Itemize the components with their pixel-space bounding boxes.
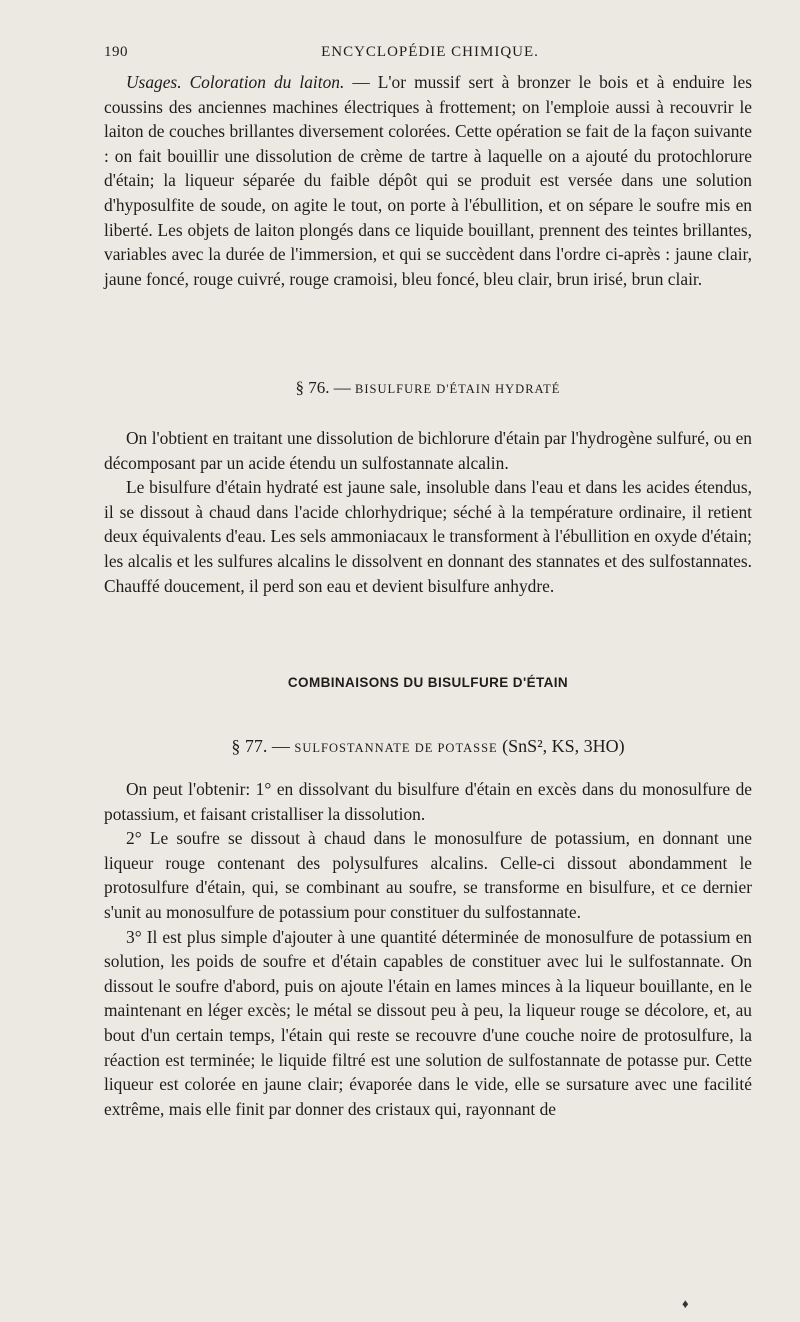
- section-77-paragraph-1: On peut l'obtenir: 1° en dissolvant du bisulfure d'étain en excès dans du monosulfure de potassium, et faisant cristalliser la dissolution.: [104, 779, 752, 824]
- intro-text: — L'or mussif sert à bronzer le bois et à enduire les coussins des anciennes machines électriques à frottement; on l'emploie aussi à recouvrir le laiton de couches brillantes diversement colorées. Cette opération se fait de la façon suivante : on fait bouillir une dissolution de crème de tartre à laquelle on a ajouté du protochlorure d'étain; la liqueur séparée du faible dépôt qui se produit est versée dans une solution d'hyposulfite de soude, on agite le tout, on porte à l'ébullition, et on sépare le soufre mis en liberté. Les objets de laiton plongés dans ce liquide bouillant, prennent des teintes brillantes, variables avec la durée de l'immersion, et qui se succèdent dans l'ordre ci-après : jaune clair, jaune foncé, rouge cuivré, rouge cramoisi, bleu foncé, bleu clair, brun irisé, brun clair.: [104, 72, 752, 289]
- section-77-title: SULFOSTANNATE DE POTASSE: [294, 741, 498, 755]
- section-76-title: BISULFURE D'ÉTAIN HYDRATÉ: [355, 382, 561, 396]
- section-77-paragraph-3: 3° Il est plus simple d'ajouter à une quantité déterminée de monosulfure de potassium en solution, les poids de soufre et d'étain capables de constituer avec lui le sulfostannate. On dissout le soufre d'abord, puis on ajoute l'étain en lames minces à la liqueur bouillante, en le maintenant en léger excès; le métal se dissout peu à peu, la liqueur rouge se décolore, et, au bout d'un certain temps, l'étain qui reste se recouvre d'une couche noire de protosulfure, la réaction est terminée; le liquide filtré est une solution de sulfostannate de potasse pur. Cette liqueur est colorée en jaune clair; évaporée dans le vide, elle se sursature avec une facilité extrême, mais elle finit par donner des cristaux qui, rayonnant de: [104, 926, 752, 1119]
- section-77-number: § 77. —: [231, 736, 295, 756]
- section-77-body: [104, 777, 752, 1121]
- page-number: 190: [104, 44, 128, 60]
- section-77-formula: (SnS², KS, 3HO): [497, 736, 625, 756]
- intro-section: [104, 70, 752, 291]
- section-76-number: § 76. —: [295, 378, 356, 397]
- section-76-body: [104, 426, 752, 598]
- section-77-paragraph-2: 2° Le soufre se dissout à chaud dans le monosulfure de potassium, en donnant une liqueur rouge contenant des polysulfures alcalins. Celle-ci dissout abondamment le protosulfure d'étain, qui, se combinant au soufre, se transforme en bisulfure, et ce dernier s'unit au monosulfure de potassium pour constituer du sulfostannate.: [104, 828, 752, 922]
- ornament-mark: ♦: [682, 1296, 689, 1311]
- section-77-heading: [104, 736, 752, 757]
- section-76-paragraph-1: On l'obtient en traitant une dissolution de bichlorure d'étain par l'hydrogène sulfuré, ou en décomposant par un acide étendu un sulfostannate alcalin.: [104, 428, 752, 473]
- intro-paragraph: [104, 70, 752, 291]
- header-title: ENCYCLOPÉDIE CHIMIQUE.: [321, 44, 539, 60]
- running-header: [104, 44, 756, 68]
- combinations-title: COMBINAISONS DU BISULFURE D'ÉTAIN: [287, 675, 569, 690]
- section-76-paragraph-2: Le bisulfure d'étain hydraté est jaune sale, insoluble dans l'eau et dans les acides étendus, il se dissout à chaud dans l'acide chlorhydrique; séché à la température ordinaire, il retient deux équivalents d'eau. Les sels ammoniacaux le transforment à l'ébullition en oxyde d'étain; les alcalis et les sulfures alcalins le dissolvent en donnant des stannates et des sulfostannates. Chauffé doucement, il perd son eau et devient bisulfure anhydre.: [104, 477, 752, 596]
- intro-lead: Usages. Coloration du laiton.: [126, 72, 345, 92]
- section-76-heading: [104, 378, 752, 398]
